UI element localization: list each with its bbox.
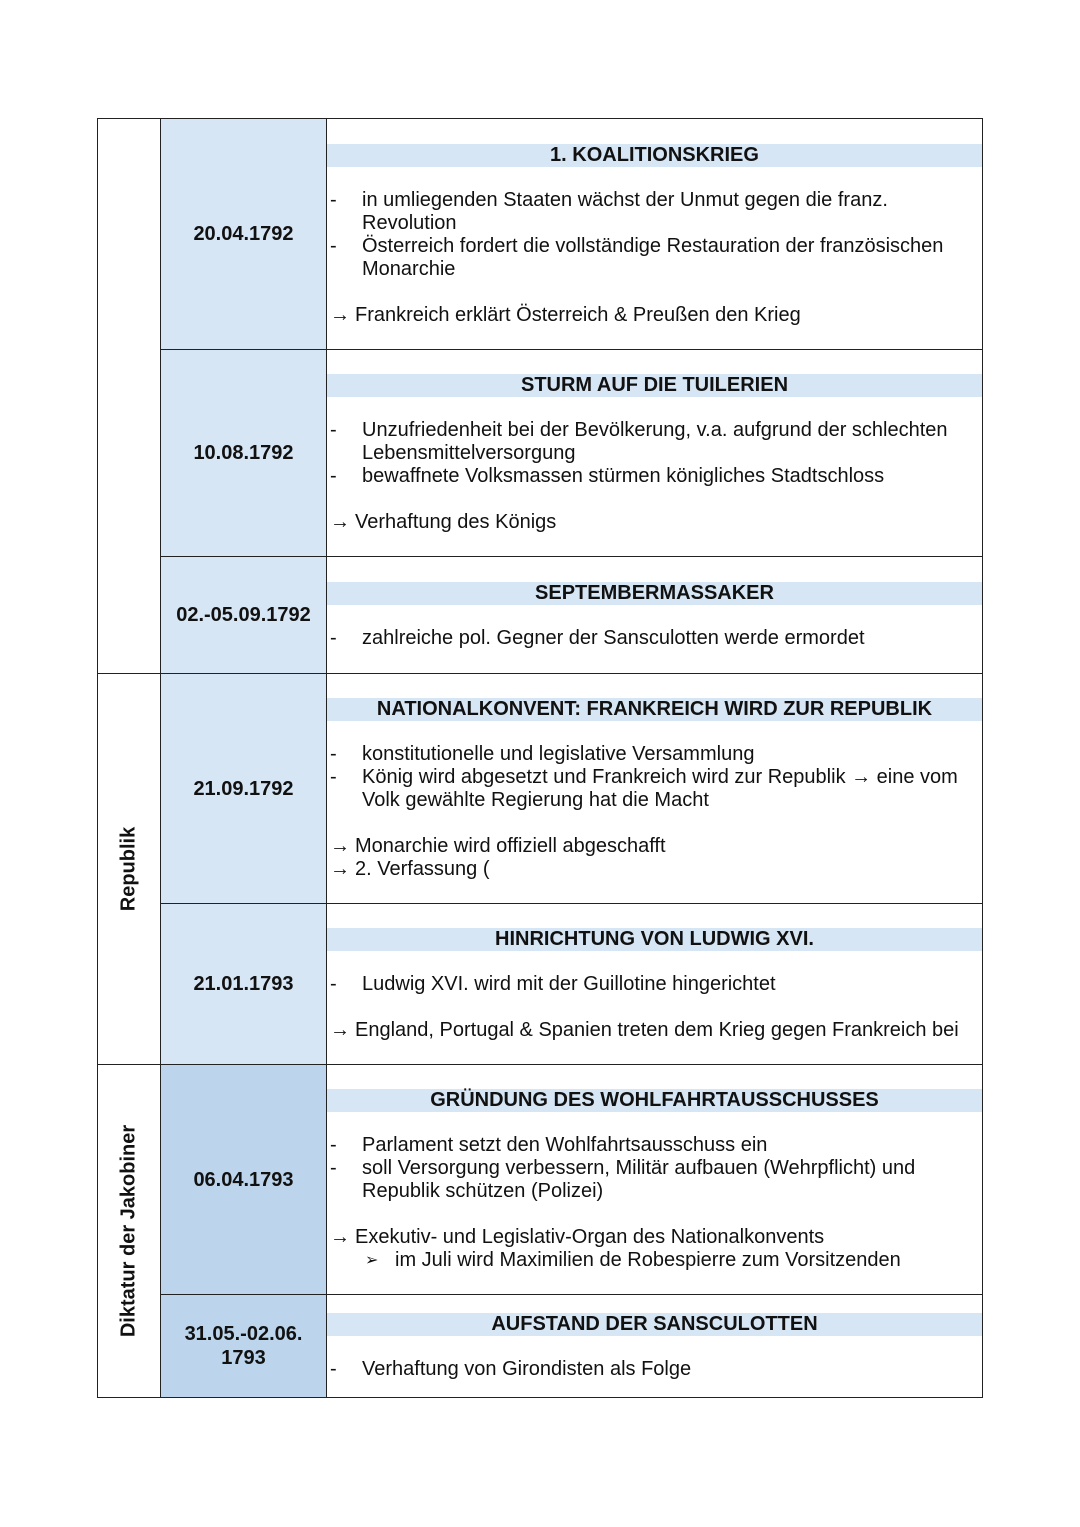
period-cell-republik	[98, 674, 161, 1065]
list-item: - in umliegenden Staaten wächst der Unmut gegen die franz. Revolution	[327, 189, 982, 235]
bullet-list	[327, 1358, 982, 1381]
bullet-list	[327, 627, 982, 650]
bullet-list	[327, 973, 982, 996]
event-title: NATIONALKONVENT: FRANKREICH WIRD ZUR REPUBLIK	[327, 698, 982, 721]
period-cell-diktatur	[98, 1065, 161, 1398]
event-date: 02.-05.09.1792	[161, 557, 327, 674]
timeline-table	[97, 118, 983, 1398]
table-row	[98, 350, 983, 557]
list-item: - Verhaftung von Girondisten als Folge	[327, 1358, 982, 1381]
list-item: - König wird abgesetzt und Frankreich wird zur Republik → eine vom Volk gewählte Regierung hat die Macht	[327, 766, 982, 812]
consequence-line: → Monarchie wird offiziell abgeschafft	[330, 835, 666, 857]
consequence-line: → Verhaftung des Königs	[330, 511, 557, 533]
event-content	[327, 904, 983, 1065]
period-label: Diktatur der Jakobiner	[117, 1124, 140, 1338]
event-content	[327, 674, 983, 904]
event-content	[327, 557, 983, 674]
arrow-right-icon: →	[330, 1019, 350, 1041]
consequence-line: → Exekutiv- und Legislativ-Organ des Nationalkonvents	[330, 1226, 825, 1248]
triangle-bullet-icon: ➢	[365, 1252, 379, 1269]
list-item: - Ludwig XVI. wird mit der Guillotine hingerichtet	[327, 973, 982, 996]
bullet-list	[327, 419, 982, 488]
event-title: GRÜNDUNG DES WOHLFAHRTAUSSCHUSSES	[327, 1089, 982, 1112]
list-item: - soll Versorgung verbessern, Militär aufbauen (Wehrpflicht) und Republik schützen (Polizei)	[327, 1157, 982, 1203]
arrow-right-icon: →	[330, 858, 350, 880]
event-title: HINRICHTUNG VON LUDWIG XVI.	[327, 928, 982, 951]
arrow-right-icon: →	[330, 303, 350, 326]
event-title: STURM AUF DIE TUILERIEN	[327, 374, 982, 397]
event-date: 31.05.-02.06. 1793	[161, 1295, 327, 1398]
consequence-line: → England, Portugal & Spanien treten dem Krieg gegen Frankreich bei	[330, 1019, 959, 1041]
table-row	[98, 119, 983, 350]
table-row	[98, 674, 983, 904]
event-content	[327, 350, 983, 557]
list-item: - konstitutionelle und legislative Versammlung	[327, 743, 982, 766]
event-title: SEPTEMBERMASSAKER	[327, 582, 982, 605]
event-title: AUFSTAND DER SANSCULOTTEN	[327, 1313, 982, 1336]
table-row	[98, 1295, 983, 1398]
event-content	[327, 1065, 983, 1295]
event-date: 20.04.1792	[161, 119, 327, 350]
list-item: - Österreich fordert die vollständige Restauration der französischen Monarchie	[327, 235, 982, 281]
list-item: - zahlreiche pol. Gegner der Sansculotten werde ermordet	[327, 627, 982, 650]
sub-point: ➢ im Juli wird Maximilien de Robespierre zum Vorsitzenden	[365, 1249, 901, 1271]
event-date: 10.08.1792	[161, 350, 327, 557]
bullet-list	[327, 189, 982, 281]
arrow-right-icon: →	[330, 511, 350, 533]
event-content	[327, 119, 983, 350]
list-item: - Parlament setzt den Wohlfahrtsausschuss ein	[327, 1134, 982, 1157]
table-row	[98, 1065, 983, 1295]
bullet-list	[327, 1134, 982, 1203]
event-date: 21.09.1792	[161, 674, 327, 904]
event-date: 06.04.1793	[161, 1065, 327, 1295]
event-date: 21.01.1793	[161, 904, 327, 1065]
arrow-right-icon: →	[330, 835, 350, 857]
list-item: - Unzufriedenheit bei der Bevölkerung, v.a. aufgrund der schlechten Lebensmittelversorgung	[327, 419, 982, 465]
bullet-list	[327, 743, 982, 812]
consequence-line: → 2. Verfassung (	[330, 858, 490, 880]
table-row	[98, 904, 983, 1065]
list-item: - bewaffnete Volksmassen stürmen königliches Stadtschloss	[327, 465, 982, 488]
period-label: Republik	[117, 826, 140, 912]
arrow-right-icon: →	[330, 1226, 350, 1248]
event-content	[327, 1295, 983, 1398]
consequence-line: → Frankreich erklärt Österreich & Preußen den Krieg	[330, 303, 801, 326]
period-cell-empty	[98, 119, 161, 674]
event-title: 1. KOALITIONSKRIEG	[327, 144, 982, 167]
table-row	[98, 557, 983, 674]
